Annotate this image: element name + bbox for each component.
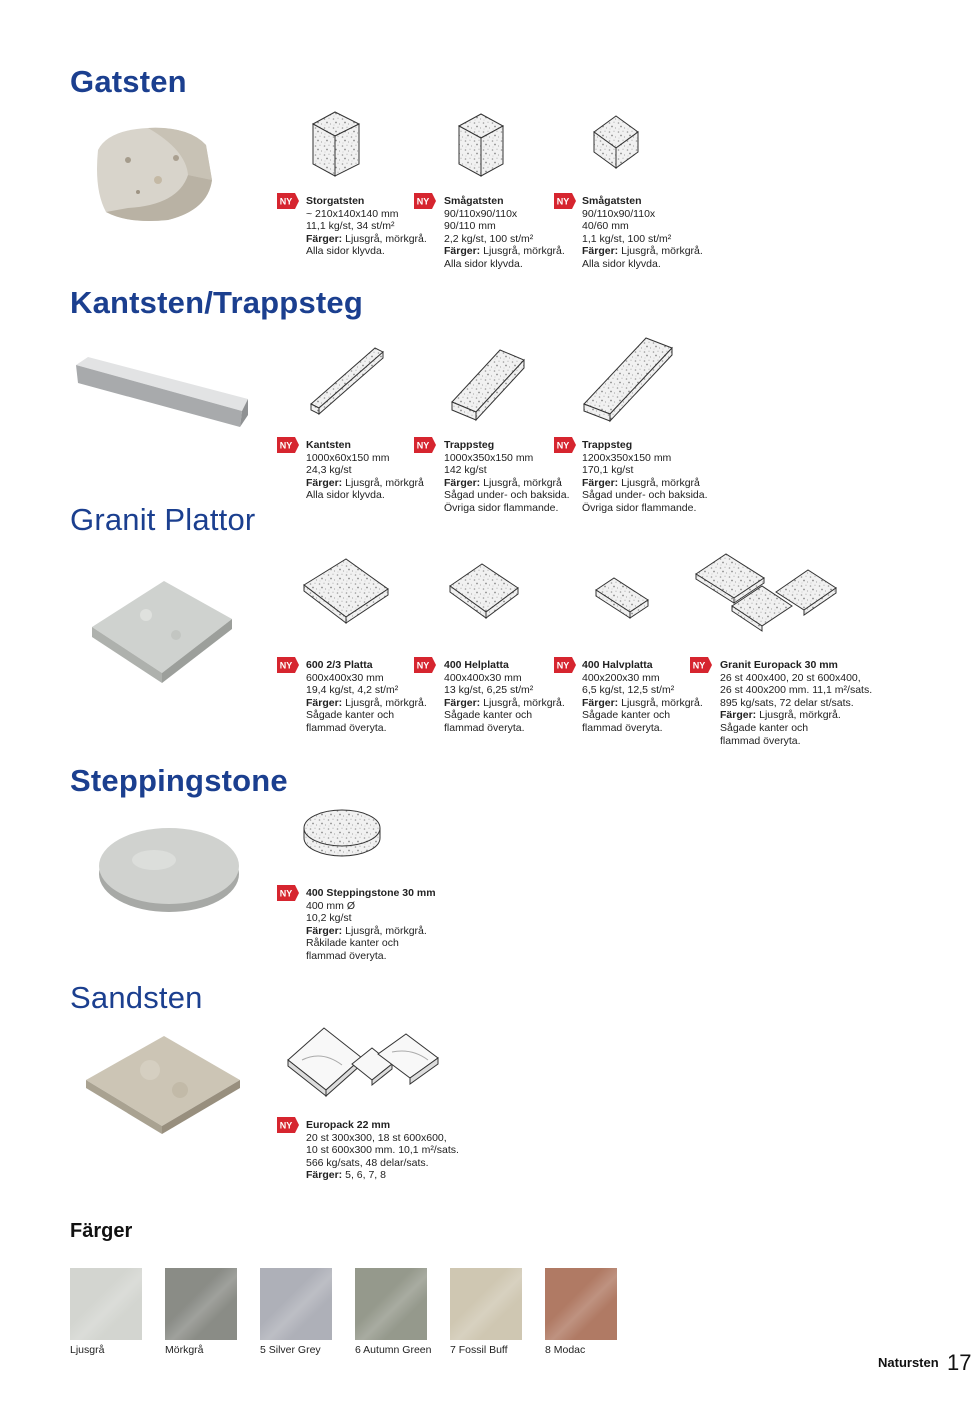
- kantsten-drawing: [305, 342, 387, 418]
- ny-badge: [414, 193, 436, 209]
- granit-platta-photo: [86, 575, 236, 695]
- steppingstone-drawing: [300, 800, 384, 866]
- product-steppingstone: 400 Steppingstone 30 mm 400 mm Ø 10,2 kg/st Färger: Ljusgrå, mörkgrå. Råkilade kanter och flammad överyta.: [306, 887, 436, 962]
- product-trappsteg-1: Trappsteg 1000x350x150 mm 142 kg/st Färger: Ljusgrå, mörkgrå Sågad under- och baksida. Övriga sidor flammande.: [444, 439, 570, 514]
- swatch-5: [545, 1268, 617, 1340]
- kantsten-photo: [72, 355, 252, 430]
- platta-600-drawing: [300, 555, 392, 627]
- swatch-label: 6 Autumn Green: [355, 1344, 432, 1356]
- ny-badge: [277, 1117, 299, 1133]
- halvplatta-drawing: [592, 572, 652, 622]
- heading-sandsten: Sandsten: [70, 980, 203, 1015]
- helplatta-drawing: [446, 560, 522, 624]
- product-smagatsten-2: Smågatsten 90/110x90/110x 40/60 mm 1,1 kg/st, 100 st/m² Färger: Ljusgrå, mörkgrå. Alla sidor klyvda.: [582, 195, 703, 270]
- product-kantsten: Kantsten 1000x60x150 mm 24,3 kg/st Färger: Ljusgrå, mörkgrå Alla sidor klyvda.: [306, 439, 424, 502]
- swatch-label: 5 Silver Grey: [260, 1344, 321, 1356]
- europack-granit-drawing: [692, 548, 840, 648]
- product-platta-600: 600 2/3 Platta 600x400x30 mm 19,4 kg/st, 4,2 st/m² Färger: Ljusgrå, mörkgrå. Sågade kanter och flammad överyta.: [306, 659, 427, 734]
- product-granit-europack: Granit Europack 30 mm 26 st 400x400, 20 st 600x400, 26 st 400x200 mm. 11,1 m²/sats. 895 kg/sats, 72 delar st/sats. Färger: Ljusgrå, mörkgrå. Sågade kanter och flammad överyta.: [720, 659, 873, 747]
- swatch-label: 8 Modac: [545, 1344, 586, 1356]
- smagatsten-drawing-1: [305, 108, 365, 180]
- smagatsten-drawing-3: [590, 112, 642, 172]
- sandsten-photo: [80, 1030, 245, 1140]
- swatch-2: [260, 1268, 332, 1340]
- swatch-label: 7 Fossil Buff: [450, 1344, 508, 1356]
- heading-steppingstone: Steppingstone: [70, 763, 288, 798]
- ny-badge: [277, 193, 299, 209]
- swatch-label: Ljusgrå: [70, 1344, 105, 1356]
- product-halvplatta: 400 Halvplatta 400x200x30 mm 6,5 kg/st, 12,5 st/m² Färger: Ljusgrå, mörkgrå. Sågade kanter och flammad överyta.: [582, 659, 703, 734]
- europack-sandsten-drawing: [282, 1020, 442, 1112]
- ny-badge: [554, 657, 576, 673]
- swatch-4: [450, 1268, 522, 1340]
- ny-badge: [554, 193, 576, 209]
- product-storgatsten: Storgatsten ~ 210x140x140 mm 11,1 kg/st, 34 st/m² Färger: Ljusgrå, mörkgrå. Alla sidor klyvda.: [306, 195, 427, 258]
- product-trappsteg-2: Trappsteg 1200x350x150 mm 170,1 kg/st Färger: Ljusgrå, mörkgrå Sågad under- och baksida. Övriga sidor flammande.: [582, 439, 708, 514]
- product-smagatsten-1: Smågatsten 90/110x90/110x 90/110 mm 2,2 kg/st, 100 st/m² Färger: Ljusgrå, mörkgrå. Alla sidor klyvda.: [444, 195, 565, 270]
- ny-badge: [277, 657, 299, 673]
- steppingstone-photo: [94, 820, 244, 918]
- swatch-3: [355, 1268, 427, 1340]
- ny-badge: [554, 437, 576, 453]
- swatch-label: Mörkgrå: [165, 1344, 204, 1356]
- ny-badge: [277, 885, 299, 901]
- trappsteg-drawing-1: [448, 342, 528, 424]
- heading-kantsten: Kantsten/Trappsteg: [70, 285, 363, 320]
- ny-badge: [690, 657, 712, 673]
- product-europack-sandsten: Europack 22 mm 20 st 300x300, 18 st 600x600, 10 st 600x300 mm. 10,1 m²/sats. 566 kg/sats, 48 delar/sats. Färger: 5, 6, 7, 8: [306, 1119, 459, 1182]
- heading-gatsten: Gatsten: [70, 64, 187, 99]
- footer-title: Natursten: [878, 1355, 939, 1370]
- heading-granit-plattor: Granit Plattor: [70, 502, 256, 537]
- storgatsten-photo: [88, 120, 218, 230]
- ny-badge: [414, 657, 436, 673]
- product-helplatta: 400 Helplatta 400x400x30 mm 13 kg/st, 6,25 st/m² Färger: Ljusgrå, mörkgrå. Sågade kanter och flammad överyta.: [444, 659, 565, 734]
- ny-badge: [277, 437, 299, 453]
- page-number: 17: [947, 1350, 971, 1375]
- ny-badge: [414, 437, 436, 453]
- trappsteg-drawing-2: [580, 332, 678, 424]
- heading-farger: Färger: [70, 1220, 133, 1242]
- smagatsten-drawing-2: [455, 112, 507, 180]
- swatch-0: [70, 1268, 142, 1340]
- swatch-1: [165, 1268, 237, 1340]
